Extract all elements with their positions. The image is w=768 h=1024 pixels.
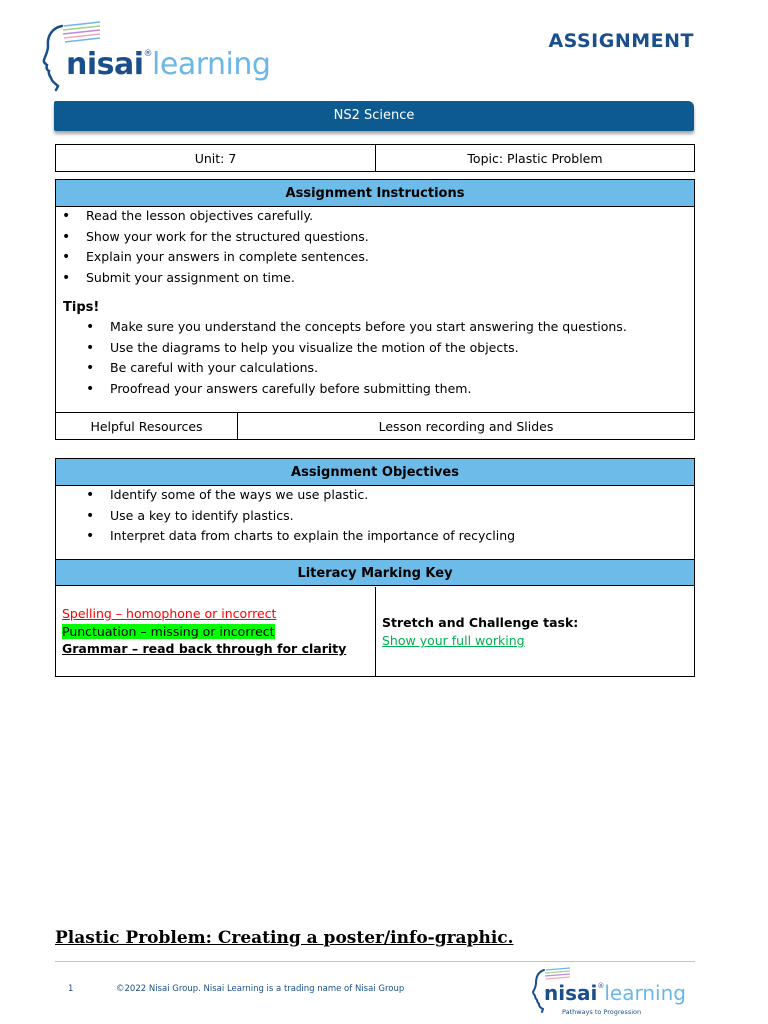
resources-row xyxy=(56,412,694,439)
footer-divider xyxy=(55,961,695,962)
list-item: • Use a key to identify plastics. xyxy=(110,506,694,527)
list-item: • Interpret data from charts to explain the importance of recycling xyxy=(110,526,694,547)
list-item: • Make sure you understand the concepts before you start answering the questions. xyxy=(110,317,694,338)
list-item: • Proofread your answers carefully before submitting them. xyxy=(110,379,694,400)
objectives-table xyxy=(55,458,695,677)
grammar-key: Grammar – read back through for clarity xyxy=(62,641,347,656)
instructions-list xyxy=(56,206,694,288)
tips-heading: Tips! xyxy=(63,300,100,315)
literacy-row xyxy=(56,587,694,676)
tips-list xyxy=(56,317,694,399)
literacy-heading: Literacy Marking Key xyxy=(56,559,694,586)
task-title: Plastic Problem: Creating a poster/info-graphic. xyxy=(55,928,514,948)
logo-wordmark: nisai®learning xyxy=(66,47,271,82)
marking-key-cell xyxy=(56,587,376,676)
page-number: 1 xyxy=(68,984,74,994)
list-item: • Show your work for the structured questions. xyxy=(86,227,694,248)
list-item: • Identify some of the ways we use plastic. xyxy=(110,485,694,506)
list-item: • Submit your assignment on time. xyxy=(86,268,694,289)
topic-cell: Topic: Plastic Problem xyxy=(467,150,603,166)
footer-logo xyxy=(532,966,692,1020)
list-item: • Explain your answers in complete sentences. xyxy=(86,247,694,268)
instructions-heading: Assignment Instructions xyxy=(56,180,694,207)
list-item: • Be careful with your calculations. xyxy=(110,358,694,379)
list-item: • Read the lesson objectives carefully. xyxy=(86,206,694,227)
resources-label: Helpful Resources xyxy=(56,413,238,439)
document-type-label: ASSIGNMENT xyxy=(548,30,694,52)
objectives-heading: Assignment Objectives xyxy=(56,459,694,486)
unit-cell: Unit: 7 xyxy=(56,145,376,171)
stretch-title: Stretch and Challenge task: xyxy=(382,615,579,630)
course-banner: NS2 Science xyxy=(54,101,694,131)
punctuation-key: Punctuation – missing or incorrect xyxy=(62,623,275,639)
footer-copyright: ©2022 Nisai Group. Nisai Learning is a trading name of Nisai Group xyxy=(116,984,405,994)
objectives-list xyxy=(56,485,694,547)
footer-tagline: Pathways to Progression xyxy=(562,1008,642,1016)
footer-logo-wordmark: nisai®learning xyxy=(544,981,686,1005)
list-item: • Use the diagrams to help you visualize the motion of the objects. xyxy=(110,338,694,359)
spelling-key: Spelling – homophone or incorrect xyxy=(62,606,277,621)
stretch-cell xyxy=(376,587,694,676)
resources-value[interactable]: Lesson recording and Slides xyxy=(378,418,554,434)
instructions-table xyxy=(55,179,695,440)
stretch-link[interactable]: Show your full working xyxy=(382,633,525,648)
unit-topic-table xyxy=(55,144,695,172)
nisai-logo xyxy=(42,20,302,92)
